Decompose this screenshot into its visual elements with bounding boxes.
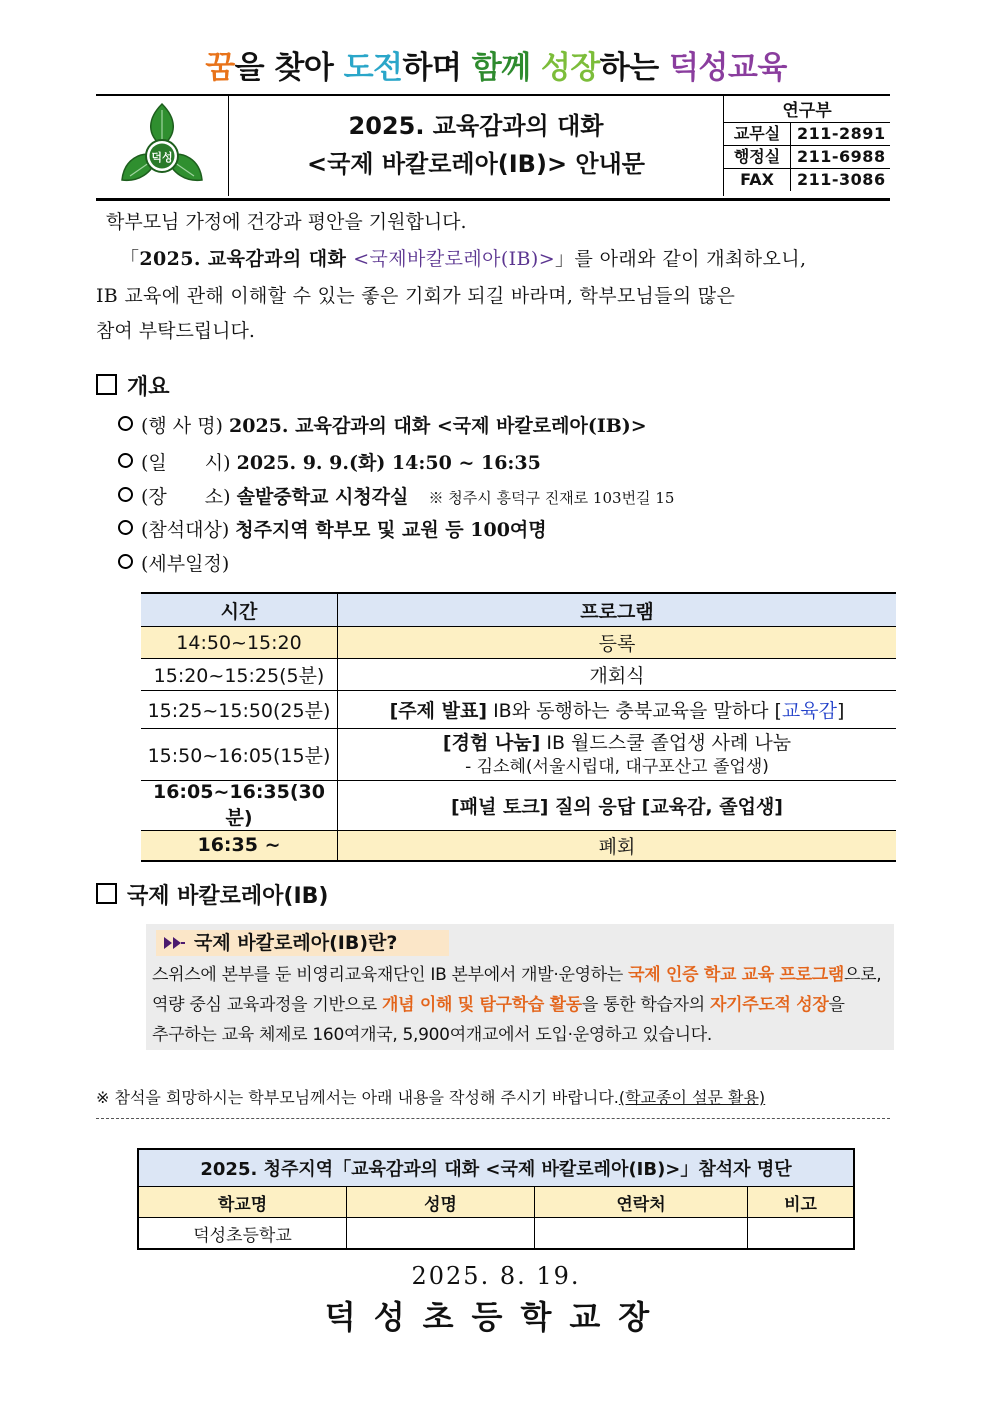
time-cell: 15:25~15:50(25분) — [141, 691, 338, 729]
schedule-table — [141, 592, 896, 862]
contact-row — [724, 169, 890, 191]
place-address-note: ※ 청주시 흥덕구 진재로 103번길 15 — [428, 489, 675, 507]
program-cell: 개회식 — [338, 659, 897, 691]
form-header-row — [138, 1187, 854, 1218]
table-row — [141, 691, 896, 729]
section-heading-ib: 국제 바칼로레아(IB) — [96, 879, 329, 910]
column-header: 연락처 — [535, 1187, 748, 1218]
slogan-part: 함께 — [471, 50, 531, 86]
contact-number: 211-2891 — [797, 124, 886, 143]
form-title: 2025. 청주지역「교육감과의 대화 <국제 바칼로레아(IB)>」참석자 명단 — [138, 1149, 854, 1187]
speaker-detail: - 김소혜(서울시립대, 대구포산고 졸업생) — [465, 756, 769, 777]
intro-greeting: 학부모님 가정에 건강과 평안을 기원합니다. — [106, 211, 467, 233]
school-logo — [96, 96, 229, 196]
table-row — [141, 781, 896, 831]
circle-bullet-icon — [118, 487, 133, 502]
double-arrow-icon — [164, 937, 186, 949]
trefoil-leaf-icon — [96, 96, 228, 196]
circle-bullet-icon — [118, 416, 133, 431]
title-block — [229, 96, 724, 196]
overview-item-place: (장 소) 솔밭중학교 시청각실 ※ 청주시 흥덕구 진재로 103번길 15 — [118, 482, 674, 513]
column-header: 학교명 — [138, 1187, 347, 1218]
table-row — [141, 659, 896, 691]
contact-row — [724, 123, 890, 146]
column-header: 비고 — [748, 1187, 855, 1218]
ib-description: 스위스에 본부를 둔 비영리교육재단인 IB 본부에서 개발·운영하는 국제 인증 학교 교육 프로그램으로, 역량 중심 교육과정을 기반으로 개념 이해 및 탐구학습 활동을 통한 학습자의 자기주도적 성장을 추구하는 교육 체제로 160여개국, 5,900여개교에서 도입·운영하고 있습니다. — [152, 965, 882, 1045]
slogan-part: 꿈 — [205, 50, 235, 86]
intro-paragraph-line — [96, 241, 922, 277]
school-name-cell: 덕성초등학교 — [138, 1218, 347, 1250]
ib-box-title: 국제 바칼로레아(IB)란? — [156, 930, 449, 956]
contact-label: 교무실 — [724, 123, 791, 145]
program-cell: [경험 나눔] IB 월드스쿨 졸업생 사례 나눔 - 김소혜(서울시립대, 대구포산고 졸업생) — [338, 729, 897, 781]
event-title-bold: 2025. 교육감과의 대화 — [139, 248, 354, 270]
program-cell: [패널 토크] 질의 응답 [교육감, 졸업생] — [338, 781, 897, 831]
time-cell: 15:20~15:25(5분) — [141, 659, 338, 691]
intro-paragraph-line: IB 교육에 관해 이해할 수 있는 좋은 기회가 되길 바라며, 학부모님들의 많은 — [96, 285, 736, 307]
time-cell: 16:05~16:35(30분) — [141, 781, 338, 831]
table-header-row — [141, 593, 896, 627]
slogan-part: 성장 — [540, 50, 600, 86]
column-header: 프로그램 — [338, 593, 897, 627]
program-cell: [주제 발표] IB와 동행하는 충북교육을 말하다 [교육감] — [338, 691, 897, 729]
overview-item-target: (참석대상) 청주지역 학부모 및 교원 등 100여명 — [118, 515, 547, 545]
intro-paragraph-line: 참여 부탁드립니다. — [96, 320, 255, 342]
contact-label: 행정실 — [724, 146, 791, 168]
letter-header — [96, 94, 890, 201]
slogan-part: 도전 — [343, 50, 403, 86]
circle-bullet-icon — [118, 453, 133, 468]
attendance-note: ※ 참석을 희망하시는 학부모님께서는 아래 내용을 작성해 주시기 바랍니다.(학교종이 설문 활용) — [96, 1088, 766, 1107]
column-header: 성명 — [347, 1187, 535, 1218]
program-cell: 등록 — [338, 627, 897, 659]
overview-item-date: (일 시) 2025. 9. 9.(화) 14:50 ~ 16:35 — [118, 448, 541, 478]
quote-open: 「 — [120, 248, 140, 270]
overview-item-event: (행 사 명) 2025. 교육감과의 대화 <국제 바칼로레아(IB)> — [118, 411, 647, 441]
form-entry-row — [138, 1218, 854, 1250]
contact-number: 211-3086 — [797, 170, 886, 189]
logo-text: 덕성 — [151, 151, 173, 164]
attendance-form-table — [137, 1148, 855, 1250]
circle-bullet-icon — [118, 554, 133, 569]
time-cell: 14:50~15:20 — [141, 627, 338, 659]
column-header: 시간 — [141, 593, 338, 627]
contact-table — [724, 100, 890, 191]
table-row — [141, 831, 896, 861]
slogan-part: 하며 — [402, 50, 472, 86]
slogan-part: 하는 — [599, 50, 669, 86]
contact-label: FAX — [724, 169, 791, 191]
speaker-name: 교육감 — [781, 700, 837, 722]
cut-line — [96, 1118, 890, 1119]
principal-signature: 덕성초등학교장 — [324, 1298, 668, 1336]
title-line-2: <국제 바칼로레아(IB)> 안내문 — [307, 150, 645, 178]
event-title-colored: <국제바칼로레아(IB)> — [353, 248, 556, 270]
time-cell: 16:35 ~ — [141, 831, 338, 861]
slogan-part: 을 찾아 — [234, 50, 344, 86]
remarks-input-cell[interactable] — [748, 1218, 855, 1250]
contact-input-cell[interactable] — [535, 1218, 748, 1250]
program-cell: 폐회 — [338, 831, 897, 861]
issue-date: 2025. 8. 19. — [411, 1262, 581, 1290]
section-heading-overview: 개요 — [96, 370, 170, 401]
contact-row — [724, 146, 890, 169]
time-cell: 15:50~16:05(15분) — [141, 729, 338, 781]
checkbox-square-icon — [96, 883, 117, 904]
table-row — [141, 729, 896, 781]
name-input-cell[interactable] — [347, 1218, 535, 1250]
form-title-row — [138, 1149, 854, 1187]
title-line-1: 2025. 교육감과의 대화 — [348, 112, 604, 140]
dept-name: 연구부 — [724, 100, 890, 123]
table-row — [141, 627, 896, 659]
intro-text: 」를 아래와 같이 개최하오니, — [555, 248, 807, 270]
ib-definition-box — [146, 924, 894, 1050]
overview-item-schedule: (세부일정) — [118, 549, 229, 579]
circle-bullet-icon — [118, 520, 133, 535]
checkbox-square-icon — [96, 374, 117, 395]
slogan-part — [531, 50, 541, 86]
contact-number: 211-6988 — [797, 147, 886, 166]
slogan-part: 덕성교육 — [668, 50, 787, 86]
slogan — [0, 42, 992, 87]
survey-note: (학교종이 설문 활용) — [618, 1088, 766, 1107]
